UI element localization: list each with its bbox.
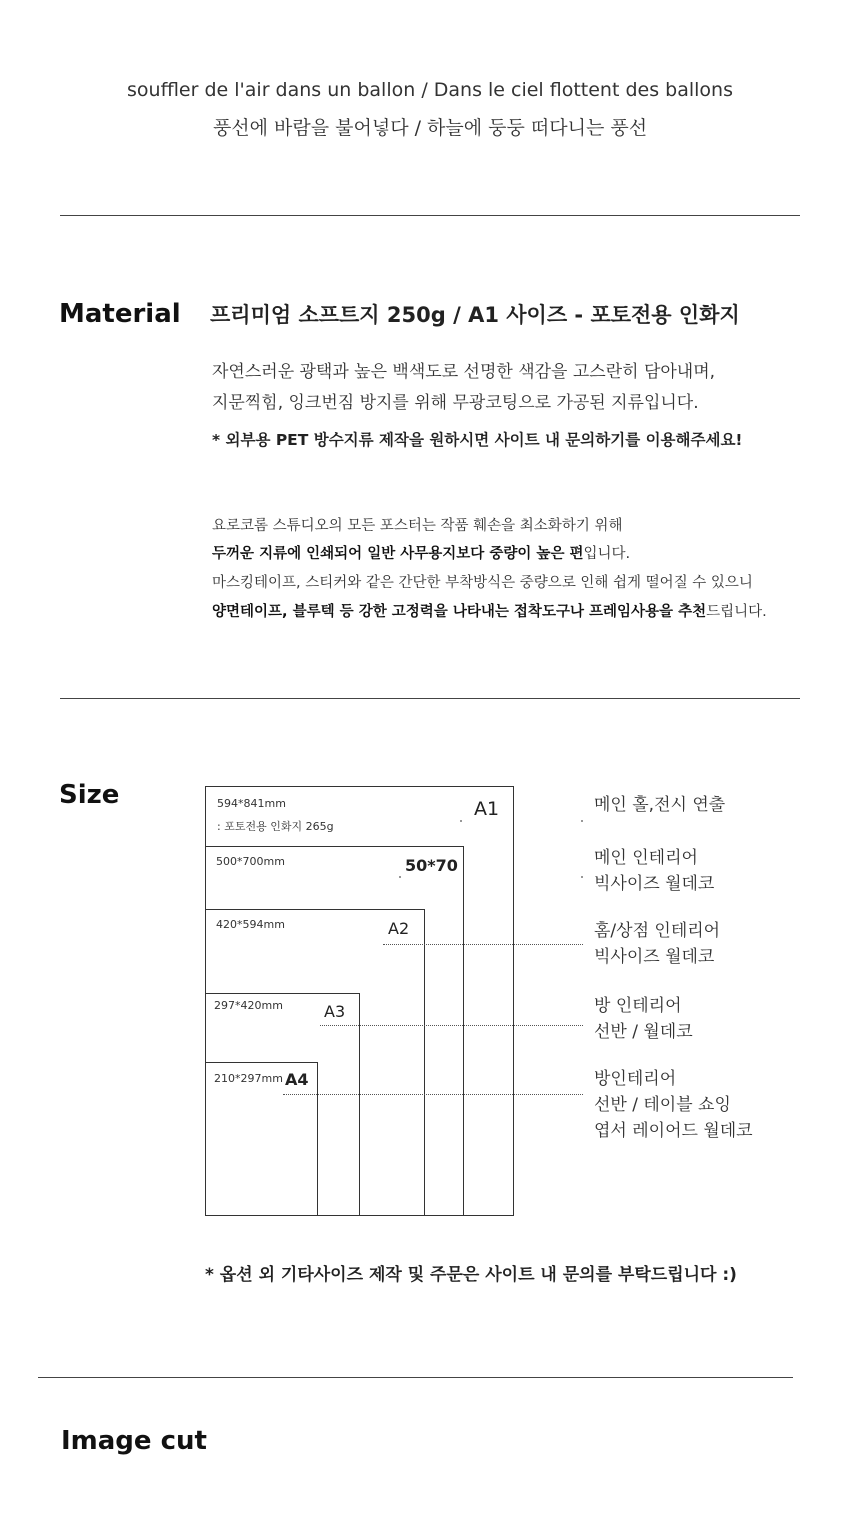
size-note: * 옵션 외 기타사이즈 제작 및 주문은 사이트 내 문의를 부탁드립니다 :) — [205, 1265, 737, 1285]
use-50x70 — [594, 845, 714, 897]
material-info-line2 — [212, 542, 630, 563]
use-a3-line2: 선반 / 월데코 — [594, 1022, 693, 1042]
material-info-line2-rest: 입니다. — [583, 546, 631, 562]
intro-korean-text: 풍선에 바람을 불어넣다 / 하늘에 둥둥 떠다니는 풍선 — [212, 117, 648, 139]
material-heading: 프리미엄 소프트지 250g / A1 사이즈 - 포토전용 인화지 — [210, 303, 740, 327]
connector-line-a3 — [320, 1025, 583, 1026]
divider — [60, 215, 800, 216]
connector-dot — [399, 876, 401, 878]
use-a1-line1: 메인 홀,전시 연출 — [594, 795, 726, 815]
connector-dot — [581, 876, 583, 878]
connector-dot — [581, 820, 583, 822]
paper-dim-a3: 297*420mm — [214, 999, 283, 1012]
material-desc-line2: 지문찍힘, 잉크번짐 방지를 위해 무광코팅으로 가공된 지류입니다. — [212, 393, 699, 413]
paper-dim-a2: 420*594mm — [216, 918, 285, 931]
paper-name-a2: A2 — [388, 919, 410, 938]
material-desc-line1: 자연스러운 광택과 높은 백색도로 선명한 색감을 고스란히 담아내며, — [212, 362, 716, 382]
paper-name-50x70: 50*70 — [405, 856, 458, 875]
use-a2-line2: 빅사이즈 월데코 — [594, 947, 715, 967]
use-a4-line3: 엽서 레이어드 월데코 — [594, 1121, 753, 1141]
paper-dim-50x70: 500*700mm — [216, 855, 285, 868]
paper-name-a4: A4 — [285, 1070, 309, 1089]
connector-line-a2 — [383, 944, 583, 945]
paper-dim-a4: 210*297mm — [214, 1072, 283, 1085]
use-a3 — [594, 993, 693, 1045]
material-info-line4 — [212, 600, 767, 621]
material-title: Material — [59, 299, 181, 329]
material-info-line1: 요로코롬 스튜디오의 모든 포스터는 작품 훼손을 최소화하기 위해 — [212, 518, 623, 534]
use-a4-line1: 방인테리어 — [594, 1069, 677, 1089]
size-title: Size — [59, 780, 120, 810]
use-50x70-line1: 메인 인테리어 — [594, 848, 698, 868]
connector-line-a4 — [283, 1094, 583, 1095]
material-info-line3: 마스킹테이프, 스티커와 같은 간단한 부착방식은 중량으로 인해 쉽게 떨어질 수 있으니 — [212, 575, 753, 591]
divider — [60, 698, 800, 699]
use-a1 — [594, 792, 725, 818]
paper-name-a3: A3 — [324, 1002, 346, 1021]
paper-dim-a1: 594*841mm — [217, 797, 286, 810]
use-a2-line1: 홈/상점 인테리어 — [594, 921, 721, 941]
material-note: * 외부용 PET 방수지류 제작을 원하시면 사이트 내 문의하기를 이용해주세요! — [212, 431, 743, 449]
use-a2 — [594, 918, 720, 970]
paper-name-a1: A1 — [474, 798, 500, 820]
material-info-line2-bold: 두꺼운 지류에 인쇄되어 일반 사무용지보다 중량이 높은 편 — [212, 546, 584, 562]
use-a3-line1: 방 인테리어 — [594, 996, 682, 1016]
use-50x70-line2: 빅사이즈 월데코 — [594, 874, 715, 894]
material-info-line4-bold: 양면테이프, 블루텍 등 강한 고정력을 나타내는 접착도구나 프레임사용을 추천 — [212, 604, 707, 620]
use-a4-line2: 선반 / 테이블 쇼잉 — [594, 1095, 731, 1115]
intro-french-text: souffler de l'air dans un ballon / Dans le ciel flottent des ballons — [127, 79, 733, 101]
use-a4 — [594, 1066, 753, 1144]
divider — [38, 1377, 793, 1378]
material-info-line4-rest: 드립니다. — [706, 604, 767, 620]
connector-dot — [460, 820, 462, 822]
paper-sub-a1: : 포토전용 인화지 265g — [217, 820, 334, 833]
image-cut-title: Image cut — [61, 1426, 207, 1456]
